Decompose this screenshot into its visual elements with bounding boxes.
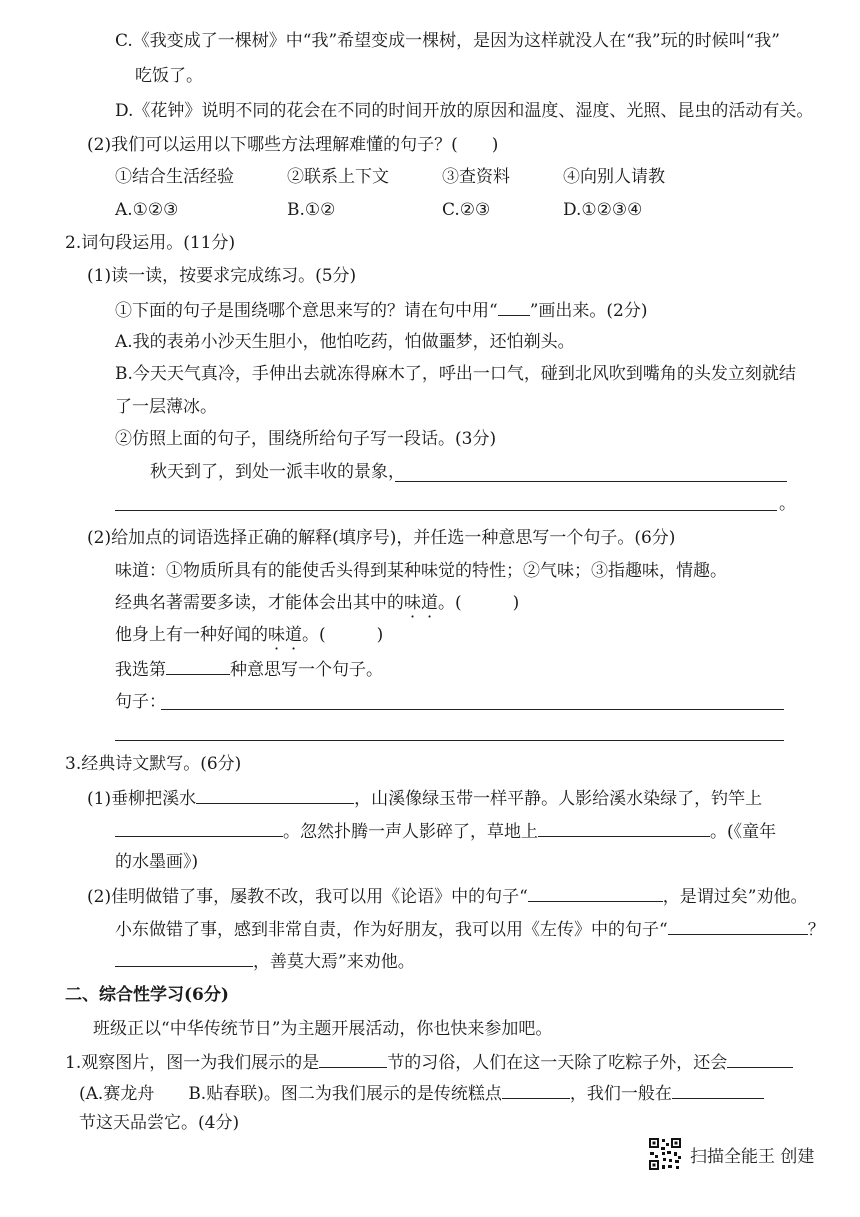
underline-mark-blank [498,297,530,316]
method-4: ④向别人请教 [563,167,665,187]
example-2-pre: 他身上有一种好闻的 [115,625,268,645]
classic-line-1 [87,883,807,909]
section-2-intro: 班级正以“中华传统节日”为主题开展活动，你也快来参加吧。 [93,1019,553,1039]
classic-1-pre: (2)佳明做错了事，屡教不改，我可以用《论语》中的句子“ [87,887,528,907]
sentence-b-line2: 了一层薄冰。 [115,397,217,417]
s2-q1-l2-mid: ，我们一般在 [569,1084,672,1104]
s2-q1-line-3: 节这天品尝它。(4分) [79,1113,240,1133]
method-1: ①结合生活经验 [115,167,234,187]
poem-line-1 [87,785,762,811]
meaning-number-blank[interactable] [166,656,230,675]
example-sentence-1 [115,591,519,615]
method-3: ③查资料 [442,167,510,187]
q1-option-c-line1: C.《我变成了一棵树》中“我”希望变成一棵树，是因为这样就没人在“我”玩的时候叫“我” [115,31,780,51]
q3-title: 3.经典诗文默写。(6分) [65,754,242,774]
classic-blank-1[interactable] [528,883,663,902]
poem-2-end: 。(《童年 [710,822,777,842]
poem-blank-3[interactable] [538,818,710,837]
sentence-label: 句子： [115,692,166,712]
classic-blank-2[interactable] [668,916,808,935]
classic-line-2 [115,916,825,942]
method-2: ②联系上下文 [287,167,389,187]
festival-blank-2[interactable] [672,1080,764,1099]
dotted-char-3: 味 [268,625,285,645]
classic-line-3 [115,948,415,974]
s2-q1-pre: 1.观察图片，图一为我们展示的是 [65,1053,320,1073]
choice-b: B.①② [287,200,336,220]
activity-choice-blank[interactable] [727,1049,793,1068]
q2-sub1: (1)读一读，按要求完成练习。(5分) [87,266,357,286]
dotted-char-2: 道 [421,593,438,613]
writing-line-1[interactable] [395,481,787,482]
s2-q1-l2-pre: (A.赛龙舟 B.贴春联)。图二为我们展示的是传统糕点 [79,1084,502,1104]
classic-2-pre: 小东做错了事，感到非常自责，作为好朋友，我可以用《左传》中的句子“ [115,920,668,940]
word-definition: 味道：①物质所具有的能使舌头得到某种味觉的特性；②气味；③指趣味，情趣。 [115,561,727,581]
poem-blank-1[interactable] [196,785,354,804]
choice-d: D.①②③④ [563,200,643,220]
s2-q1-mid: 节的习俗，人们在这一天除了吃粽子外，还会 [387,1053,728,1073]
choose-post: 种意思写一个句子。 [230,660,383,680]
sentence-a: A.我的表弟小沙天生胆小，他怕吃药，怕做噩梦，还怕剃头。 [115,332,575,352]
poem-1-mid: ，山溪像绿玉带一样平静。人影给溪水染绿了，钓竿上 [354,789,763,809]
q2-task1 [115,297,647,323]
s2-q1-line-1 [65,1049,793,1075]
writing-prompt: 秋天到了，到处一派丰收的景象， [150,462,405,482]
sentence-line-1[interactable] [161,709,784,710]
q2-task2: ②仿照上面的句子，围绕所给句子写一段话。(3分) [115,429,497,449]
q1-option-c-line2: 吃饭了。 [135,66,203,86]
qr-code-icon [648,1137,682,1171]
pastry-blank[interactable] [502,1080,570,1099]
example-1-answer-paren[interactable]: 。( ) [438,593,520,613]
classic-blank-3[interactable] [115,948,253,967]
classic-1-post: ，是谓过矣”劝他。 [662,887,808,907]
end-period: 。 [779,494,796,514]
section-2-title: 二、综合性学习(6分) [65,985,229,1005]
q2-sub2: (2)给加点的词语选择正确的解释(填序号)，并任选一种意思写一个句子。(6分) [87,528,676,548]
poem-line-3: 的水墨画》) [115,852,199,872]
dotted-char-1: 味 [404,593,421,613]
poem-1-pre: (1)垂柳把溪水 [87,789,197,809]
example-2-answer-paren[interactable]: 。( ) [302,625,384,645]
choice-a: A.①②③ [115,200,179,220]
choose-meaning [115,656,383,682]
example-sentence-2 [115,623,383,647]
q1-option-d: D.《花钟》说明不同的花会在不同的时间开放的原因和温度、湿度、光照、昆虫的活动有关。 [115,101,814,121]
festival-blank[interactable] [319,1049,387,1068]
q2-title: 2.词句段运用。(11分) [65,233,236,253]
s2-q1-line-2 [79,1080,764,1106]
q2-task1-post: ”画出来。(2分) [529,301,648,321]
q2-task1-pre: ①下面的句子是围绕哪个意思来写的？请在句中用“ [115,301,498,321]
poem-blank-2[interactable] [115,818,283,837]
poem-2-mid: 。忽然扑腾一声人影碎了，草地上 [283,822,538,842]
watermark-text: 扫描全能王 创建 [690,1147,815,1167]
poem-line-2 [115,818,776,844]
choice-c: C.②③ [442,200,491,220]
sentence-line-2[interactable] [115,740,784,741]
q1-sub2-question: (2)我们可以运用以下哪些方法理解难懂的句子？( ) [87,135,499,155]
dotted-char-4: 道 [285,625,302,645]
choose-pre: 我选第 [115,660,166,680]
sentence-b-line1: B.今天天气真冷，手伸出去就冻得麻木了，呼出一口气，碰到北风吹到嘴角的头发立刻就结 [115,364,796,384]
example-1-pre: 经典名著需要多读，才能体会出其中的 [115,593,404,613]
classic-3-post: ，善莫大焉”来劝他。 [253,952,415,972]
writing-line-2[interactable] [115,510,777,511]
classic-2-post: ？ [807,920,825,940]
